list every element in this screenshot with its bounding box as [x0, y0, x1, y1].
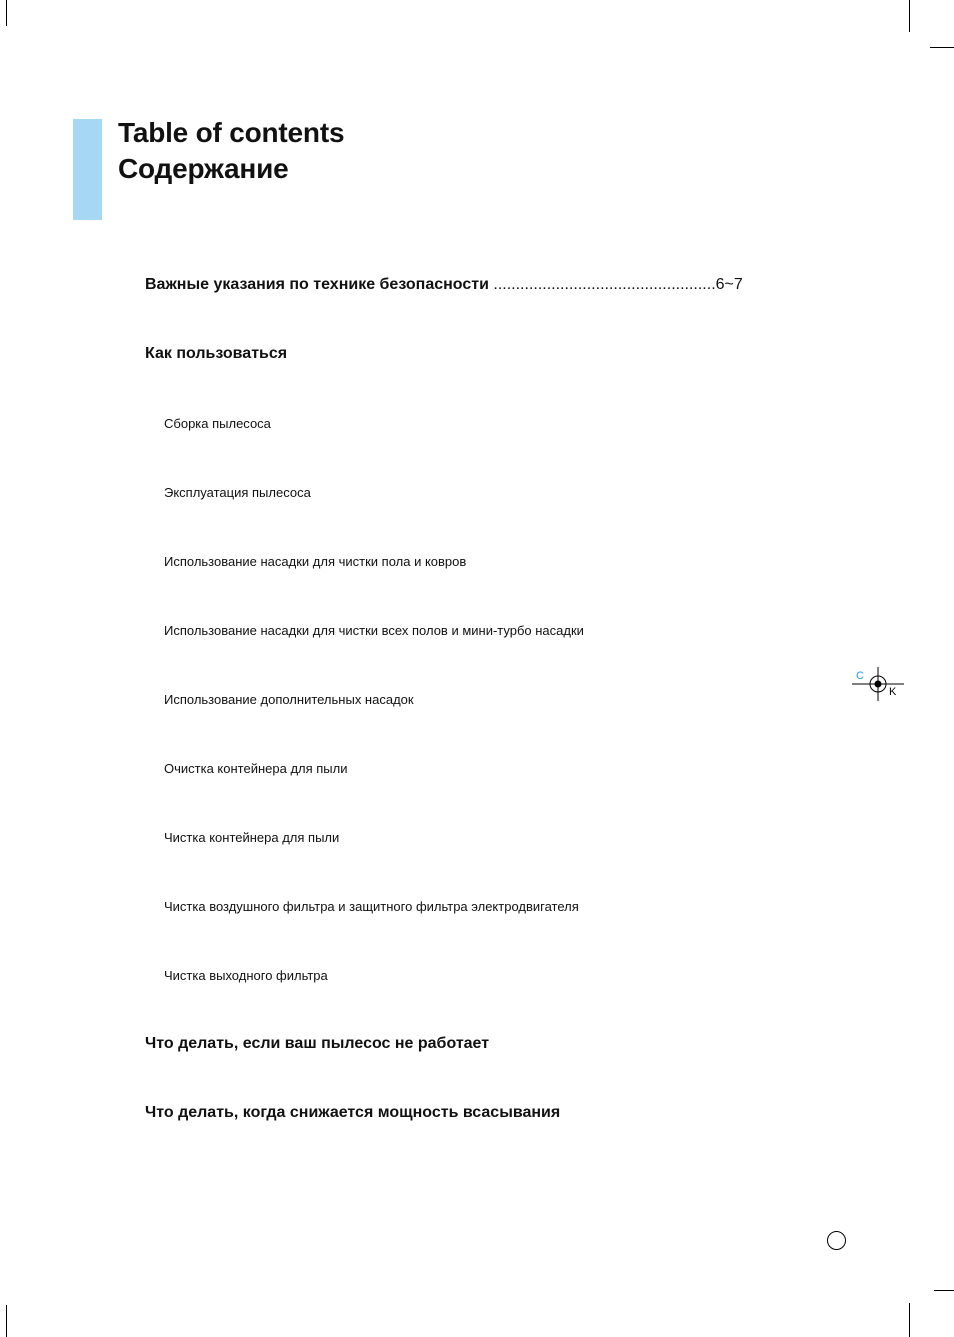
toc-subentry-air-motor-filter[interactable]: Чистка воздушного фильтра и защитного фильтра электродвигателя — [164, 899, 579, 914]
toc-entry-suction-loss[interactable]: Что делать, когда снижается мощность всасывания — [145, 1104, 561, 1121]
crop-mark-top-right-horizontal — [930, 47, 954, 48]
toc-subentry-emptying-dust-container[interactable]: Очистка контейнера для пыли — [164, 761, 348, 776]
toc-subentry-all-floor-turbo-nozzle[interactable]: Использование насадки для чистки всех полов и мини-турбо насадки — [164, 623, 584, 638]
registration-cyan-label: C — [856, 670, 864, 682]
toc-entry-safety[interactable] — [145, 276, 743, 294]
toc-page-number: 6~7 — [715, 276, 743, 293]
page-title-english: Table of contents — [118, 117, 345, 148]
title-accent-bar — [73, 119, 102, 220]
crop-mark-top-left — [6, 0, 7, 26]
crop-mark-top-right-vertical — [909, 0, 910, 32]
toc-subentry-accessory-nozzles[interactable]: Использование дополнительных насадок — [164, 692, 414, 707]
crop-mark-bottom-right-horizontal — [934, 1290, 954, 1291]
page-title-russian: Содержание — [118, 153, 289, 184]
toc-subentry-floor-carpet-nozzle[interactable]: Использование насадки для чистки пола и ковров — [164, 554, 467, 569]
toc-subentry-assembly[interactable]: Сборка пылесоса — [164, 416, 271, 431]
page-number-circle — [827, 1231, 846, 1250]
toc-entry-troubleshooting[interactable]: Что делать, если ваш пылесос не работает — [145, 1035, 490, 1052]
toc-entry-safety-label: Важные указания по технике безопасности — [145, 276, 489, 293]
toc-subentry-exhaust-filter[interactable]: Чистка выходного фильтра — [164, 968, 328, 983]
toc-subentry-operation[interactable]: Эксплуатация пылесоса — [164, 485, 311, 500]
crop-mark-bottom-right-vertical — [909, 1303, 910, 1337]
registration-black-label: K — [889, 686, 897, 698]
crop-mark-bottom-left — [6, 1305, 7, 1337]
toc-subentry-cleaning-dust-container[interactable]: Чистка контейнера для пыли — [164, 830, 340, 845]
toc-entry-how-to-use[interactable]: Как пользоваться — [145, 345, 288, 362]
toc-leader-dots: .................................................. — [493, 276, 716, 293]
